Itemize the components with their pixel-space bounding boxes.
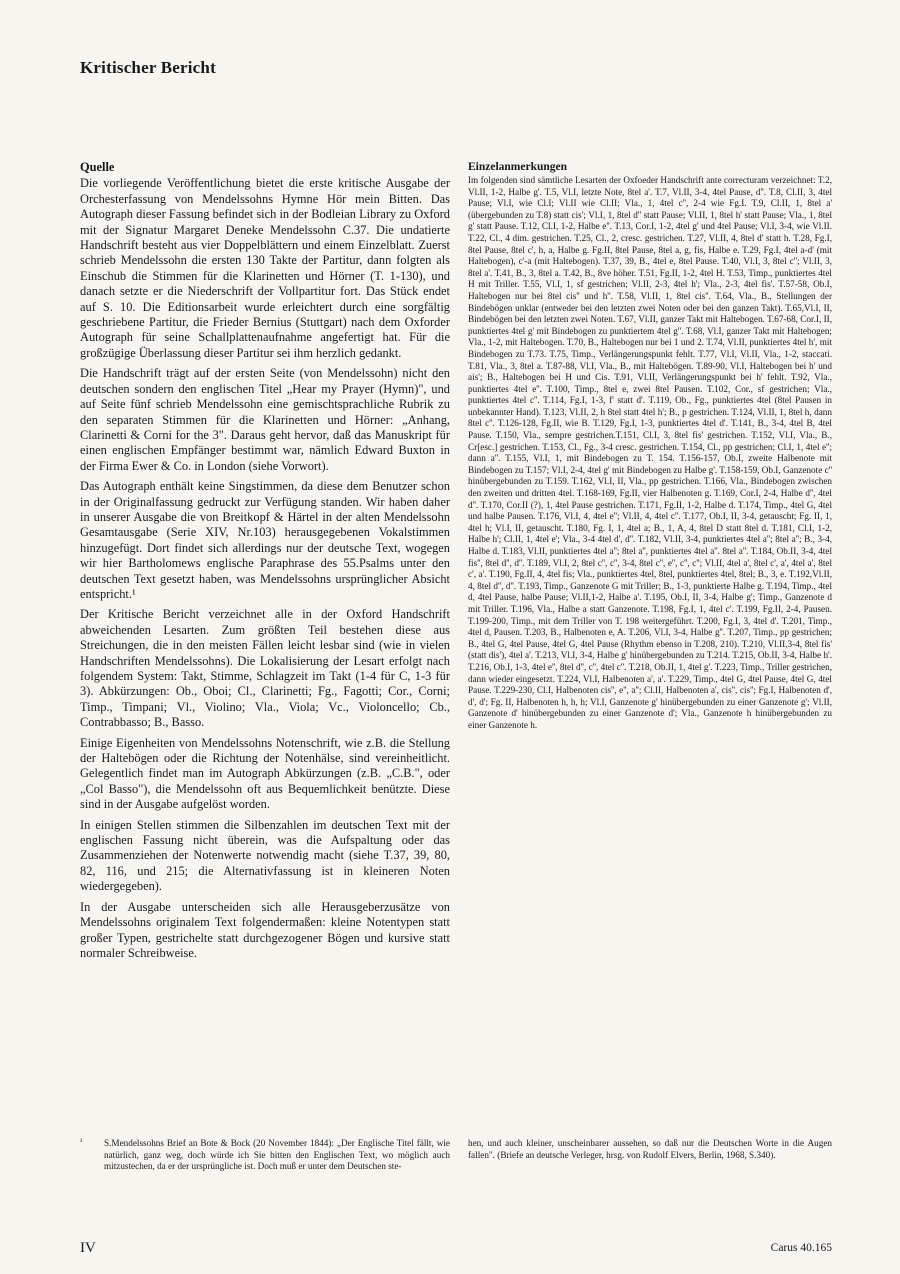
catalog-number: Carus 40.165 [770,1242,832,1254]
page-number: IV [80,1240,96,1256]
paragraph: In einigen Stellen stimmen die Silbenzahlen im deutschen Text mit der englischen Fassung nicht überein, was die Aufspaltung oder das Zusammenziehen der Notenwerte notwendig macht (siehe T.37, 39, 80, 82, 116, und 215; die Alternativfassung ist in kleineren Noten wiedergegeben). [80,817,450,894]
annotation-text: Im folgenden sind sämtliche Lesarten der Oxfoeder Handschrift ante correcturam verzeichnet: T.2, Vl.II, 1-2, Halbe g'. T.5, Vl.I, letzte Note, 8tel a'. T.7, Vl.II, 3-4, 4tel Pause, d''. T.8, Cl.II, 3, 4tel Pause; Vl.I, wie Cl.I; Vl.II wie Cl.II; Vla., 1, 4tel c'', 2-4 wie Fg.I. T.9, Cl.II, 1, 8tel a' (übergebunden zu T.8) statt cis'; Vl.I, 1, 8tel d'' statt Pause; Vl.II, 1, 8tel h' statt Pause; Vla., 1, 8tel g' statt Pause. T.12, Cl.I, 1-2, Halbe e''. T.13, Cor.I, 1-2, 4tel g' und 4tel Pause; Vl.I, 3-4, wie Vl.II. T.22, Cl., 4 dim. gestrichen. T.25, Cl., 2, cresc. gestrichen. T.27, Vl.II, 4, 8tel d' statt h. T.28, Fg.I, 8tel Pause, 8tel c', h, a, Halbe g. Fg.II, 8tel Pause, 8tel a, g, fis, Halbe e. T.29, Fg.I, 4tel a-d' (mit Haltebogen), c'-a (mit Haltebogen). T.37, 39, B., 4tel e, 8tel Pause. T.40, Vl.I, 3, 8tel c''; Vl.II, 3, 8tel a'. T.41, B., 3, 8tel a. T.42, B., 8ve höher. T.51, Fg.II, 1-2, 4tel H. T.53, Timp., punktiertes 4tel H mit Triller. T.55, Vl.I, 1, sf gestrichen; Vl.II, 2-3, 4tel h'; Vla., 2-3, 4tel fis'. T.57-58, Ob.I, Haltebogen nur bei 8tel cis'' und h''. T.58, Vl.II, 1, 8tel cis''. T.64, Vla., B., Stellungen der Bindebögen unklar (entweder bei den letzten zwei Noten oder bei den ganzen Takt). T.65,Vl.I, II, Bindebögen bei den letzten zwei Noten. T.67, Vl.II, ganzer Takt mit Haltebogen. T.67-68, Cor.I, II, punktiertes 4tel g' mit Bindebogen zu punktiertem 4tel g''. T.68, Vl.I, ganzer Takt mit Haltebogen; Vla., 1-2, mit Haltebogen. T.70, B., Haltebogen nur bei 1 und 2. T.74, Vl.II, punktiertes 4tel h', mit Bindebogen zu T.73. T.75, Timp., Verlängerungspunkt fehlt. T.77, Vl.I, Vl.II, Vla., 1-2, staccati. T.81, Vla., 3, 8tel a. T.87-88, Vl.I, Vla., B., mit Haltebögen. T.89-90, Vl.I, Haltebogen bei h' und ais'; B., Haltebogen bei H und Cis. T.91, Vl.II, Verlängerungspunkt bei h' fehlt. T.92, Vla., punktiertes 4tel e''. T.100, Timp., 8tel e, zwei 8tel Pausen. T.102, Cor., sf gestrichen; Vla., punktiertes 4tel c''. T.114, Fg.I, 1-3, f' statt d'. T.119, Ob., Fg., punktiertes 4tel (8tel Pausen in unbekannter Hand). T.123, Vl.II, 2, h 8tel statt 4tel h'; B., p gestrichen. T.124, Vl.II, 1, 8tel h, dann 8tel c''. T.126-128, Fg.II, wie B. T.129, Fg.I, 1-3, punktiertes 4tel d'. T.141, B., 3-4, 4tel B, 4tel Pause. T.150, Vla., sempre gestrichen.T.151, Cl.I, 3, 8tel fis' gestrichen. T.152, Vl.I, Vla., B., Cr[esc.] gestrichen. T.153, Cl., Fg., 3-4 cresc. gestrichen. T.154, Cl., pp gestrichen; Cl.I, 1, 4tel e''; dann a''. T.155, Vl.I, 1, mit Bindebogen zu T. 154. T.156-157, Ob.I, zweite Halbenote mit Bindebogen zu T.157; Vl.I, 2-4, 4tel g' mit Bindebogen zu Halbe g'. T.158-159, Ob.I, Ganzenote c'' hinübergebunden zu T.159. T.162, Vl.I, II, Vla., pp gestrichen. T.166, Vla., Bindebogen zwischen den zweiten und dritten 4tel. T.168-169, Fg.II, vier Halbenoten g. T.169, Cor.I, 2-4, Halbe d'', 4tel d''. T.170, Cor.II (?), 1, 4tel Pause gestrichen. T.171, Fg.II, 1-2, Halbe d. T.174, Timp., 4tel G, 4tel und halbe Pausen. T.176, Vl.I, 4, 4tel e''; Vl.II, 4, 4tel c''. T.177, Ob.I, II, 3-4, getauscht; Fg. II, 1, 4tel h; Vl.I, II, getauscht. T.180, Fg. I, 1, 4tel a; B., 1, A, 4, 8tel D statt 8tel d. T.181, Cl.I, 1-2, Halbe h'; Cl.II, 1, 4tel e'; Vla., 3-4 4tel d', d''. T.182, Vl.II, 3-4, punktiertes 4tel a''; 8tel a''; B., 3-4, Halbe d. T.183, Vl.II, punktiertes 4tel a''; 8tel a'', punktiertes 4tel a''. 8tel a''. T.184, Ob.II, 3-4, 4tel fis'', 8tel d'', d''. T.189, Vl.I, 2, 8tel c'', c'', 3-4, 8tel c'', e'', c'', c''; Vl.II, 4tel a', 8tel c', a', 4tel a', 8tel c', a'. T.190, Fg.II, 4, 4tel fis; Vla., punktiertes 4tel, 8tel, punktiertes 4tel, 8tel; B., 3, e. T.192,Vl.II, 4, 8tel d'', d''. T.193, Timp., Ganzenote G mit Triller; B., 1-3, punktierte Halbe g. T.194, Timp., 4tel d, 4tel Pause, halbe Pause; Vl.II,1-2, Halbe a'. T.195, Ob.I, II, 3-4, Halbe g'; Timp., Ganzenote d mit Triller. T.196, Vla., Halbe a statt Ganzenote. T.198, Fg.I, 1, 4tel c'. T.199, Fg.II, 2-4, Pausen. T.199-200, Timp., mit dem Triller von T. 198 weitergeführt. T.200, Fg.I, 3, 4tel d'. T.201, Timp., 4tel d, Pausen. T.203, B., Halbenoten e, A. T.206, Vl.I, 3-4, Halbe g''. T.207, Timp., pp gestrichen; B., 4tel G, 4tel Pause, 4tel G, 4tel Pause (Rhythm ebenso in T.208, 210). T.210, Vl.II,3-4, 8tel fis' (statt dis'), 4tel a'. T.213, Vl.I, 3-4, Halbe g' hinübergebunden zu T.214. T.215, Ob.II, 3-4, Halbe h'. T.216, Ob.I, 1-3, 4tel e'', 8tel d'', c'', 4tel c''. T.218, Ob.II, 1, 4tel g'. T.223, Timp., Triller gestrichen, dann wieder eingesetzt. T.224, Vl.I, Halbenoten a', a'. T.229, Timp., 4tel G, 4tel Pause, 4tel G, 4tel Pause. T.229-230, Cl.I, Halbenoten cis'', e'', a''; Cl.II, Halbenoten a', cis'', cis''; Fg.I, Halbenoten d', d', d'; Fg. II, Halbenoten h, h, h; Vl.I, Ganzenote g' hinübergebunden zu einer Ganzenote g'; Vl.II, Ganzenote d' hinübergebunden zu einer Ganzenote d'; Vla., Ganzenote h hinübergebunden zu einer Ganzenote h. [468,175,832,730]
paragraph: Die Handschrift trägt auf der ersten Seite (von Mendelssohn) nicht den deutschen sondern den englischen Titel „Hear my Prayer (Hymn)", und auf Seite fünf schrieb Mendelssohn eine gemischtsprachliche Rubrik zu den separaten Stimmen für die Klarinetten und Hörner: „Anhang, Clarinetti & Corni for the 3". Daraus geht hervor, daß das Manuskript für einen englischen Empfänger bestimmt war, nämlich Edward Buxton in der Firma Ewer & Co. in London (siehe Vorwort). [80,366,450,473]
paragraph: Einige Eigenheiten von Mendelssohns Notenschrift, wie z.B. die Stellung der Haltebögen oder die Richtung der Notenhälse, sind vereinheitlicht. Gelegentlich findet man im Autograph Abkürzungen (z.B. „C.B.", oder „Col Basso"), die Mendelssohn oft aus Bequemlichkeit benützte. Diese sind in der Ausgabe aufgelöst worden. [80,735,450,812]
page-title: Kritischer Bericht [80,58,216,77]
footnote-text-right: hen, und auch kleiner, unscheinbarer aussehen, so daß nur die Deutschen Worte in die Augen fallen". (Briefe an deutsche Verleger, hrsg. von Rudolf Elvers, Berlin, 1968, S.340). [468,1138,832,1160]
footnote-mark: ¹ [80,1137,83,1146]
section-title-quelle: Quelle [80,160,115,174]
paragraph: Das Autograph enthält keine Singstimmen, da diese dem Benutzer schon in der Originalfassung gedruckt zur Verfügung standen. Wir haben daher in unserer Ausgabe die von Breitkopf & Härtel in der alten Mendelssohn Gesamtausgabe (Serie XIV, Nr.103) herausgegebenen Vokalstimmen hinzugefügt. Dort findet sich allerdings nur der deutsche Text, wogegen wir hier Bartholomews englische Paraphrase des 55.Psalms unter den deutschen Text gesetzt haben, was Mendelssohns ursprünglicher Absicht entspricht.¹ [80,479,450,601]
paragraph: In der Ausgabe unterscheiden sich alle Herausgeberzusätze von Mendelssohns originalem Text folgendermaßen: kleine Notentypen statt großer Typen, gestrichelte statt durchgezogener Bögen und kursive statt normaler Schreibweise. [80,899,450,960]
left-column [80,160,450,966]
paragraph: Die vorliegende Veröffentlichung bietet die erste kritische Ausgabe der Orchesterfassung von Mendelssohns Hymne Hör mein Bitten. Das Autograph dieser Fassung befindet sich in der Bodleian Library zu Oxford mit der Signatur Margaret Deneke Mendelssohn C.37. Die undatierte Handschrift besteht aus vier Doppelblättern und einem Einzelblatt. Zuerst schrieb Mendelssohn die ersten 130 Takte der Partitur, dann folgten als Einschub die Stimmen für die Klarinetten und Hörner (T. 1-130), und danach setzte er die Niederschrift der Vollpartitur fort. Das Stück endet auf S. 10. Die Editionsarbeit wurde erleichtert durch eine sorgfältig geschriebene Partitur, die Frieder Bernius (Stuttgart) nach dem Oxforder Autograph für seine Schallplattenaufnahme angefertigt hat. Für die großzügige Überlassung dieser Partitur sei ihm herzlich gedankt. [80,176,450,360]
footnote-text-left: S.Mendelssohns Brief an Bote & Bock (20 November 1844): „Der Englische Titel fällt, wie natürlich, ganz weg, doch würde ich Sie bitten den Englischen Text, wo möglich auch mitzustechen, da er der ursprüngliche ist. Doch muß er unter dem Deutschen ste- [104,1138,450,1172]
footnote-left [80,1138,450,1173]
right-column [468,160,832,732]
section-title-einzelanmerkungen: Einzelanmerkungen [468,161,568,173]
paragraph: Der Kritische Bericht verzeichnet alle in der Oxford Handschrift abweichenden Lesarten. Zum größten Teil bestehen diese aus Streichungen, die in den meisten Fällen leicht lesbar sind (wie in vielen Handschriften Mendelssohns). Die Lokalisierung der Lesart erfolgt nach folgendem System: Takt, Stimme, Schlagzeit im Takt (1-4 für C, 1-3 für 3). Abkürzungen: Ob., Oboi; Cl., Clarinetti; Fg., Fagotti; Cor., Corni; Timp., Timpani; Vl., Violino; Vla., Viola; Vc., Violoncello; Cb., Contrabbasso; B., Basso. [80,607,450,730]
